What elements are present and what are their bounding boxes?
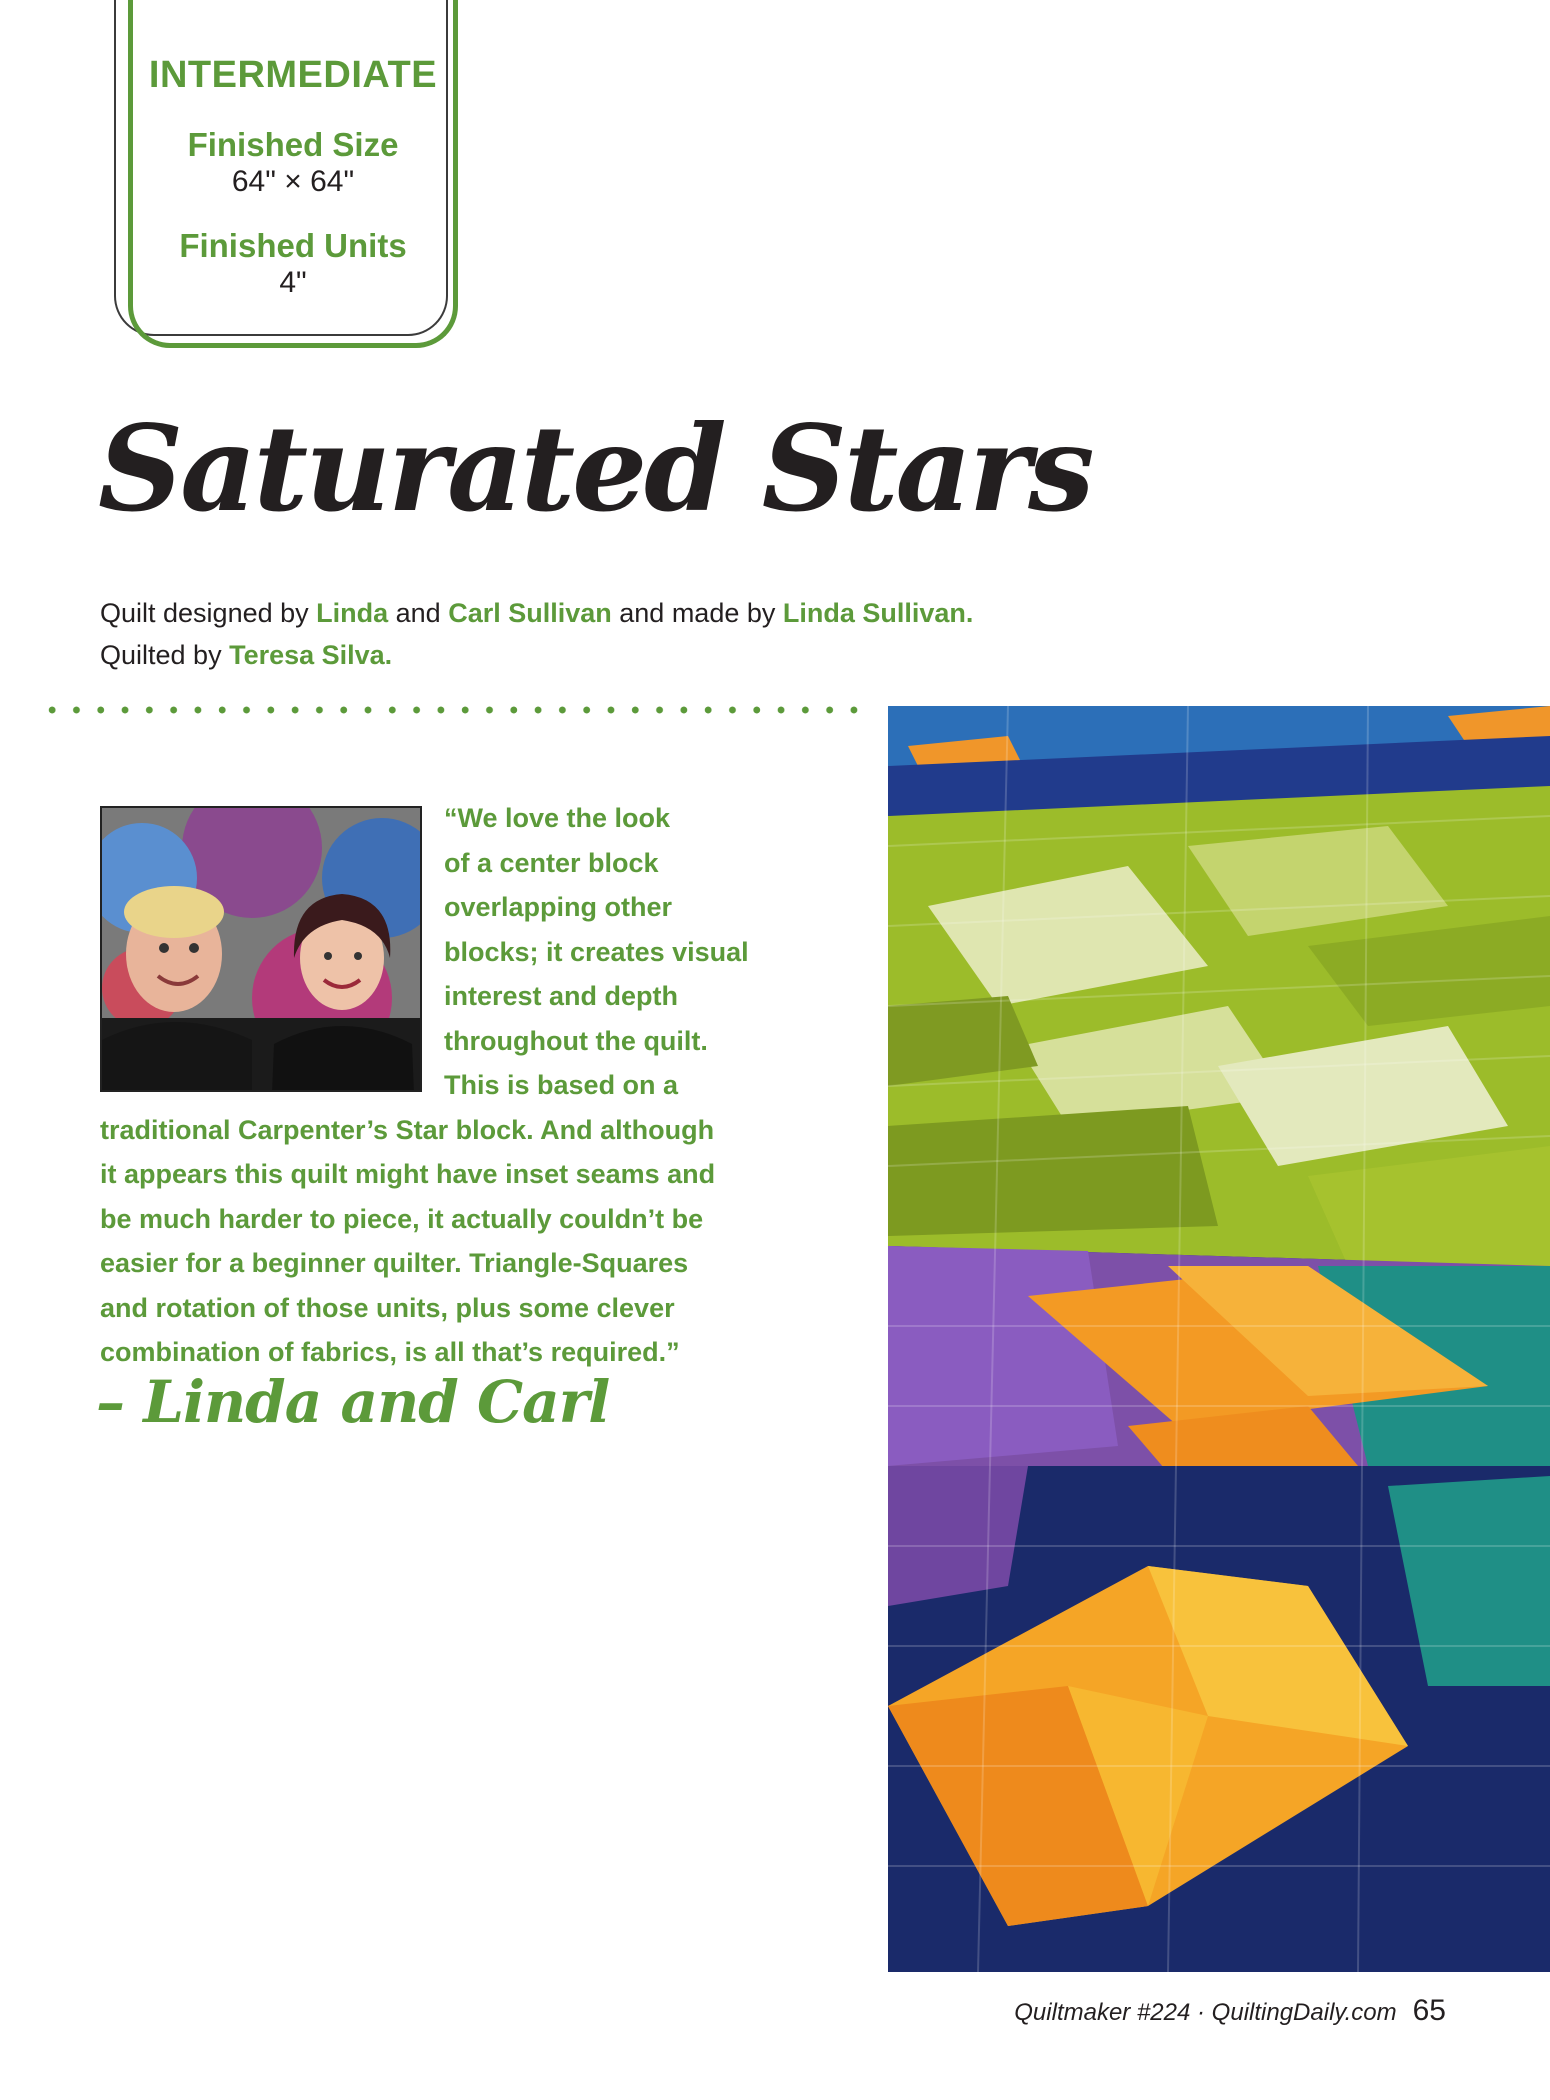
page-title: Saturated Stars xyxy=(98,399,1092,538)
quote-line: “We love the look xyxy=(444,803,671,833)
quote-signature: – Linda and Carl xyxy=(96,1368,610,1436)
quote-line: blocks; it creates visual xyxy=(444,936,749,967)
page-number: 65 xyxy=(1412,1994,1446,2027)
quilted-by-prefix: Quilted by xyxy=(100,640,230,670)
credits-and: and xyxy=(388,598,449,628)
credits-prefix: Quilt designed by xyxy=(100,598,317,628)
finished-size-value: 64" × 64" xyxy=(231,165,355,198)
quilt-photo-art xyxy=(888,706,1550,1972)
credits-line-2 xyxy=(100,634,973,676)
page-footer xyxy=(1014,1994,1446,2028)
credits xyxy=(100,592,973,676)
quote-line: combination of fabrics, is all that’s required.” xyxy=(100,1337,680,1367)
quote-line: overlapping other xyxy=(444,892,673,922)
designer-carl: Carl Sullivan xyxy=(448,598,612,628)
dotted-divider xyxy=(40,706,870,714)
quote-line: traditional Carpenter’s Star block. And although xyxy=(100,1114,715,1145)
designer-linda: Linda xyxy=(316,598,389,628)
quilter-name: Teresa Silva. xyxy=(229,640,393,670)
quote-line: be much harder to piece, it actually couldn’t be xyxy=(100,1203,704,1234)
quote-line: easier for a beginner quilter. Triangle-Squares xyxy=(100,1248,689,1278)
publication-credit: Quiltmaker #224 · QuiltingDaily.com xyxy=(1014,1999,1397,2026)
credits-made-by: and made by xyxy=(611,598,783,628)
quote-line: This is based on a xyxy=(444,1070,679,1100)
skill-badge xyxy=(128,0,458,348)
quote-line: of a center block xyxy=(444,847,659,878)
maker-name: Linda Sullivan. xyxy=(782,598,974,628)
quote-line: it appears this quilt might have inset seams and xyxy=(100,1159,716,1189)
finished-size-label: Finished Size xyxy=(187,126,399,163)
credits-line-1 xyxy=(100,592,973,634)
skill-level: INTERMEDIATE xyxy=(148,54,438,96)
quote-line: interest and depth xyxy=(444,981,679,1011)
quilt-photo xyxy=(888,706,1550,1972)
designer-quote xyxy=(100,796,749,1375)
quote-line: and rotation of those units, plus some clever xyxy=(100,1292,675,1323)
quote-line: throughout the quilt. xyxy=(444,1025,708,1056)
finished-units-value: 4" xyxy=(279,266,307,299)
finished-units-label: Finished Units xyxy=(179,227,407,264)
